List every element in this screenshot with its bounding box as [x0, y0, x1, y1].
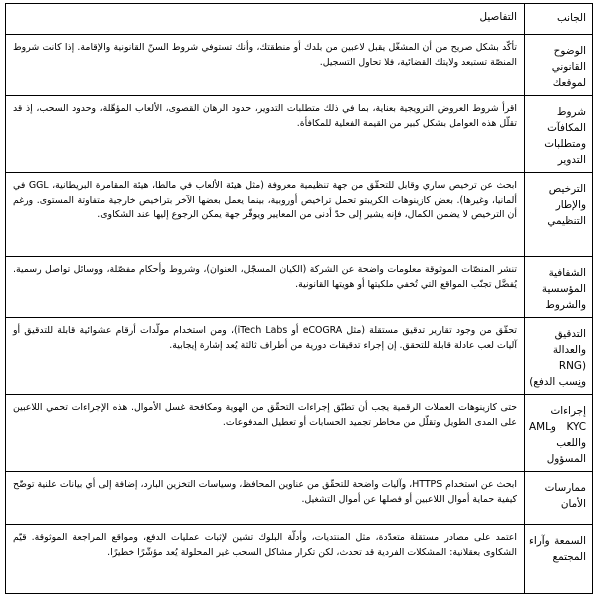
comparison-table: [5, 3, 593, 594]
row-details: اعتمد على مصادر مستقلة متعدّدة، مثل المنتديات، وأدلّة البلوك تشين لإثبات عمليات الدفع، ومواقع المراجعة الموثوقة. قيّم الشكاوى بعقلانية: المشكلات الفردية قد تحدث، لكن تكرار مشاكل السحب غير المحلولة يُعد مؤشّرًا خطيرًا.: [6, 525, 525, 594]
document-page: [5, 3, 593, 594]
table-row: [6, 35, 593, 96]
row-details: حتى كازينوهات العملات الرقمية يجب أن تطبّق إجراءات التحقّق من الهوية ومكافحة غسل الأموال. هذه الإجراءات تحمي اللاعبين على المدى الطويل وتقلّل من مخاطر تجميد الحسابات أو تعطيل المدفوعات.: [6, 395, 525, 472]
row-details: تأكّد بشكل صريح من أن المشغّل يقبل لاعبين من بلدك أو منطقتك، وأنك تستوفي شروط السنّ القانونية والإقامة. إذا كانت شروط المنصّة تستبعد ولايتك القضائية، فلا تحاول التسجيل.: [6, 35, 525, 96]
table-row: [6, 318, 593, 395]
row-details: ابحث عن ترخيص ساري وقابل للتحقّق من جهة تنظيمية معروفة (مثل هيئة الألعاب في مالطا، هيئة المقامرة البريطانية، GGL في ألمانيا، وغيرها). بعض كازينوهات الكريبتو تحمل تراخيص أوروبية، بينما يعمل بعضها الآخر بتراخيص خارجية متفاوتة المستوى. ورغم أن الترخيص لا يضمن الكمال، فإنه يشير إلى حدّ أدنى من المعايير ويوفّر جهة يمكن الرجوع إليها عند الشكاوى.: [6, 173, 525, 257]
header-details: التفاصيل: [6, 4, 525, 35]
row-details: اقرأ شروط العروض الترويجية بعناية، بما في ذلك متطلبات التدوير، حدود الرهان القصوى، الألعاب المؤهّلة، وحدود السحب، إذ قد تقلّل هذه العوامل بشكل كبير من القيمة الفعلية للمكافأة.: [6, 96, 525, 173]
row-aspect: شروط المكافآت ومتطلبات التدوير: [525, 96, 593, 173]
table-row: [6, 472, 593, 525]
table-row: [6, 257, 593, 318]
row-aspect: السمعة وآراء المجتمع: [525, 525, 593, 594]
table-row: [6, 96, 593, 173]
row-details: ابحث عن استخدام HTTPS، وآليات واضحة للتحقّق من عناوين المحافظ، وسياسات التخزين البارد، إضافة إلى أي بيانات علنية توضّح كيفية حماية أموال اللاعبين أو فصلها عن أموال التشغيل.: [6, 472, 525, 525]
row-aspect: الترخيص والإطار التنظيمي: [525, 173, 593, 257]
row-aspect: الشفافية المؤسسية والشروط: [525, 257, 593, 318]
table-row: [6, 525, 593, 594]
row-details: تنشر المنصّات الموثوقة معلومات واضحة عن الشركة (الكيان المسجّل، العنوان)، وشروط وأحكام مفصّلة، ووسائل تواصل رسمية. يُفضَّل تجنّب المواقع التي تُخفي ملكيتها أو هويتها القانونية.: [6, 257, 525, 318]
table-row: [6, 173, 593, 257]
header-aspect: الجانب: [525, 4, 593, 35]
row-aspect: ممارسات الأمان: [525, 472, 593, 525]
row-aspect: الوضوح القانوني لموقعك: [525, 35, 593, 96]
row-aspect: إجراءات KYC وAML واللعب المسؤول: [525, 395, 593, 472]
row-details: تحقّق من وجود تقارير تدقيق مستقلة (مثل eCOGRA أو iTech Labs)، ومن استخدام مولّدات أرقام عشوائية قابلة للتدقيق أو آليات لعب عادلة قابلة للتحقق. إن إجراء تدقيقات دورية من أطراف ثالثة يُعد إشارة إيجابية.: [6, 318, 525, 395]
row-aspect: التدقيق والعدالة (RNG ونِسب الدفع): [525, 318, 593, 395]
table-row: [6, 395, 593, 472]
table-header-row: [6, 4, 593, 35]
